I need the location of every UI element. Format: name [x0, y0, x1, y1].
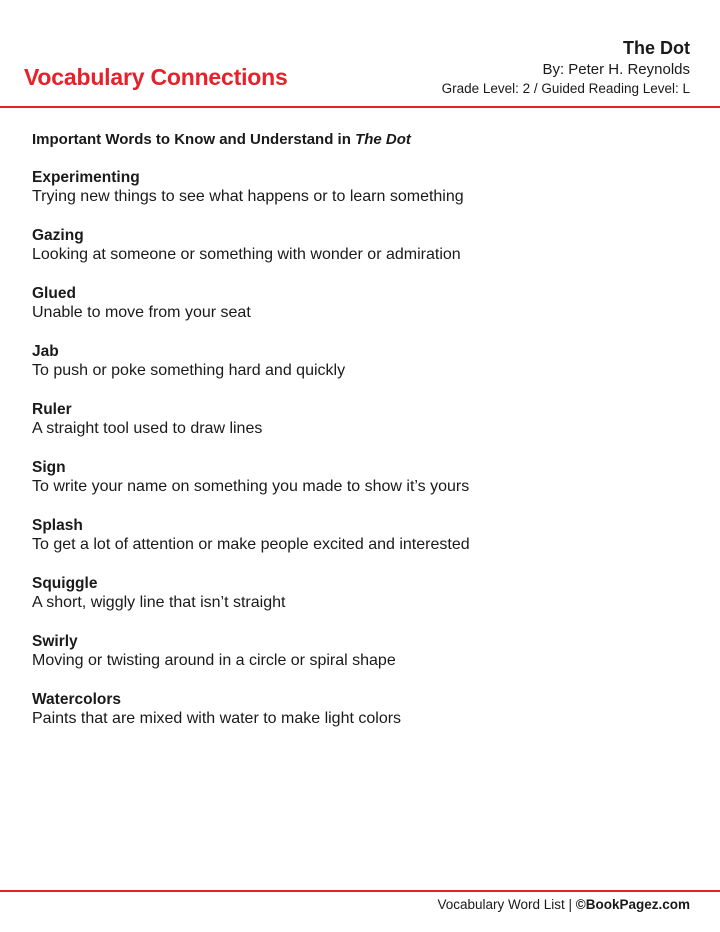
- vocab-item: [32, 226, 692, 265]
- vocab-item: [32, 400, 692, 439]
- vocab-word: Jab: [32, 343, 59, 360]
- vocab-word: Ruler: [32, 401, 72, 418]
- vocab-definition: Paints that are mixed with water to make light colors: [32, 710, 402, 727]
- vocab-definition: Looking at someone or something with wonder or admiration: [32, 246, 461, 263]
- intro-text: Important Words to Know and Understand in: [32, 131, 356, 148]
- vocab-word: Sign: [32, 459, 66, 476]
- vocab-word: Splash: [32, 517, 83, 534]
- vocab-word: Squiggle: [32, 575, 98, 592]
- header-divider: [0, 106, 720, 108]
- book-title: The Dot: [623, 38, 690, 58]
- intro-book-title: The Dot: [355, 131, 411, 148]
- vocab-definition: A short, wiggly line that isn’t straight: [32, 594, 286, 611]
- vocab-definition: To push or poke something hard and quickly: [32, 362, 346, 379]
- vocabulary-list: [32, 131, 692, 748]
- page-title: Vocabulary Connections: [24, 64, 288, 90]
- vocab-item: [32, 342, 692, 381]
- page-header: [0, 0, 720, 108]
- vocab-item: [32, 168, 692, 207]
- intro-heading: [32, 131, 692, 148]
- vocab-item: [32, 284, 692, 323]
- vocab-item: [32, 690, 692, 729]
- vocab-item: [32, 632, 692, 671]
- vocab-word: Gazing: [32, 227, 84, 244]
- vocab-definition: A straight tool used to draw lines: [32, 420, 263, 437]
- vocab-definition: To get a lot of attention or make people excited and interested: [32, 536, 470, 553]
- vocab-definition: Trying new things to see what happens or to learn something: [32, 188, 464, 205]
- book-meta: [442, 38, 690, 97]
- vocab-definition: To write your name on something you made to show it’s yours: [32, 478, 470, 495]
- vocab-word: Experimenting: [32, 169, 140, 186]
- page-footer: [437, 897, 690, 912]
- vocab-word: Watercolors: [32, 691, 122, 708]
- vocab-definition: Moving or twisting around in a circle or spiral shape: [32, 652, 396, 669]
- vocab-word: Glued: [32, 285, 76, 302]
- footer-brand: ©BookPagez.com: [575, 897, 690, 912]
- footer-label: Vocabulary Word List |: [437, 897, 576, 912]
- vocab-word: Swirly: [32, 633, 78, 650]
- book-author: By: Peter H. Reynolds: [542, 60, 690, 78]
- book-level: Grade Level: 2 / Guided Reading Level: L: [441, 80, 690, 96]
- vocab-definition: Unable to move from your seat: [32, 304, 251, 321]
- footer-divider: [0, 890, 720, 892]
- vocab-item: [32, 574, 692, 613]
- vocab-item: [32, 516, 692, 555]
- vocab-item: [32, 458, 692, 497]
